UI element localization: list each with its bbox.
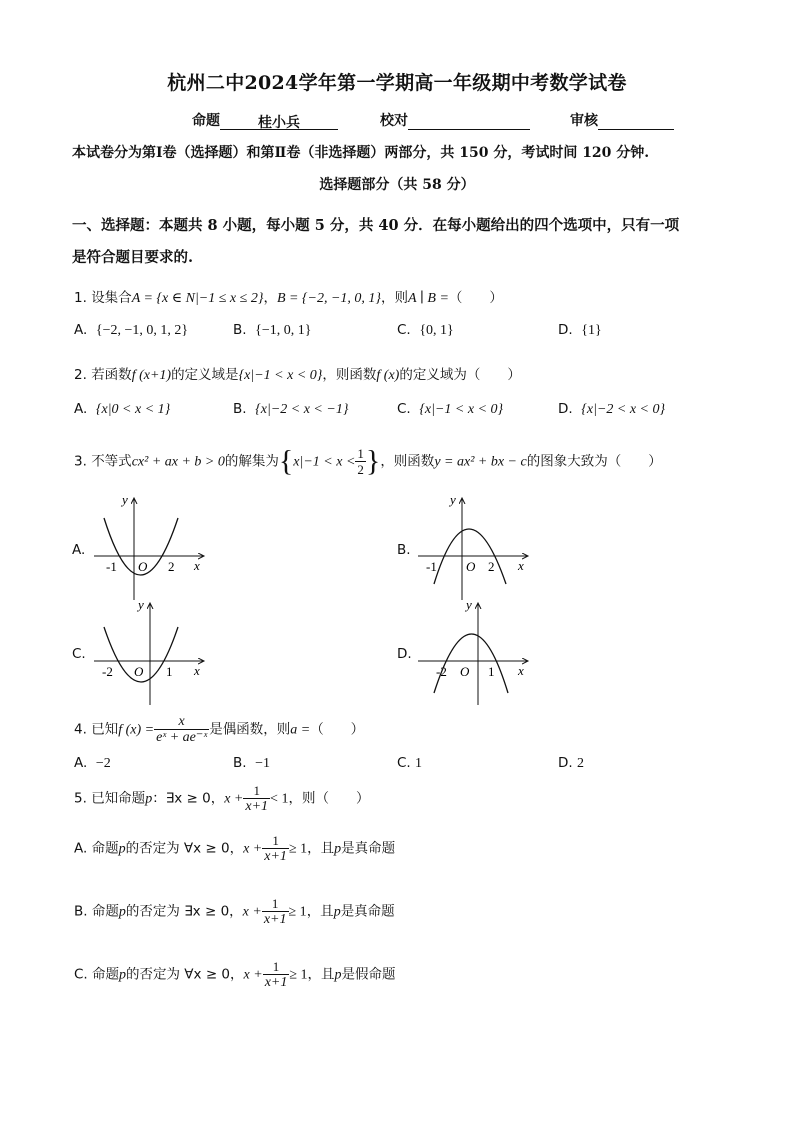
q3-graph-b[interactable] (412, 492, 542, 604)
q2-option-a[interactable]: A. {x|0 < x < 1} (74, 401, 171, 417)
x-axis-label: x (194, 558, 200, 573)
proofreader-label: 校对 (380, 113, 408, 129)
q3-graph-d[interactable] (412, 597, 542, 709)
question-3: 3. 不等式cx² + ax + b > 0的解集为{x|−1 < x < $\frac{1}{2}$ }，则函数y = ax² + bx − c的图象大致为（ ） (74, 444, 662, 478)
left-root-label: -2 (102, 664, 113, 679)
q4-option-c[interactable]: C. 1 (397, 755, 423, 771)
q1-option-b[interactable]: B. {−1, 0, 1} (233, 322, 312, 338)
q1-option-a[interactable]: A. {−2, −1, 0, 1, 2} (74, 322, 189, 338)
y-axis-label: y (466, 597, 472, 612)
section-title: 选择题部分（共 58 分） (319, 177, 475, 193)
left-root-label: -2 (436, 664, 447, 679)
proofreader-field (380, 110, 530, 130)
origin-label: O (466, 559, 476, 574)
y-axis-label: y (122, 492, 128, 507)
origin-label: O (460, 664, 470, 679)
reviewer-label: 审核 (570, 113, 598, 129)
q3-option-a-label[interactable]: A. (72, 542, 86, 558)
q3-option-d-label[interactable]: D. (397, 646, 412, 662)
q3-option-b-label[interactable]: B. (397, 542, 411, 558)
q5-option-b[interactable]: B. 命题p的否定为 ∃x ≥ 0，x + $\frac{1}{x+1}$ ≥ 1，且p是真命题 (74, 896, 395, 927)
q4-option-a[interactable]: A. −2 (74, 755, 111, 771)
q4-option-d[interactable]: D. 2 (558, 755, 584, 771)
right-root-label: 2 (168, 559, 175, 574)
x-axis-label: x (194, 663, 200, 678)
origin-label: O (134, 664, 144, 679)
right-root-label: 1 (166, 664, 173, 679)
q2-option-c[interactable]: C. {x|−1 < x < 0} (397, 401, 504, 417)
left-root-label: -1 (106, 559, 117, 574)
q3-graph-a[interactable] (88, 492, 218, 604)
question-5: 5. 已知命题p：∃x ≥ 0，x + $\frac{1}{x+1}$ < 1，则（ ） (74, 783, 370, 814)
q3-option-c-label[interactable]: C. (72, 646, 86, 662)
x-axis-label: x (518, 558, 524, 573)
x-axis-label: x (518, 663, 524, 678)
y-axis-label: y (138, 597, 144, 612)
proposer-label: 命题 (192, 113, 220, 129)
q5-option-c[interactable]: C. 命题p的否定为 ∀x ≥ 0，x + $\frac{1}{x+1}$ ≥ 1，且p是假命题 (74, 959, 396, 990)
question-1: 1. 设集合A = {x ∈ N|−1 ≤ x ≤ 2}，B = {−2, −1, 0, 1}，则A ∣ B =（ ） (74, 290, 503, 306)
y-axis-label: y (450, 492, 456, 507)
part-one-instructions: 一、选择题：本题共 8 小题，每小题 5 分，共 40 分．在每小题给出的四个选项中，只有一项 是符合题目要求的. (72, 217, 680, 266)
q2-option-b[interactable]: B. {x|−2 < x < −1} (233, 401, 349, 417)
reviewer-field (570, 110, 674, 130)
question-2: 2. 若函数f (x+1)的定义域是{x|−1 < x < 0}，则函数f (x)的定义域为（ ） (74, 367, 521, 383)
proposer-field (192, 110, 338, 130)
q4-option-b[interactable]: B. −1 (233, 755, 271, 771)
origin-label: O (138, 559, 148, 574)
question-4: 4. 已知f (x) = $\frac{x}{\text{eˣ + ae⁻ˣ}}$ 是偶函数，则a =（ ） (74, 714, 365, 745)
exam-title: 杭州二中2024学年第一学期高一年级期中考数学试卷 (167, 72, 627, 94)
proposer-name: 桂小兵 (220, 112, 338, 130)
left-root-label: -1 (426, 559, 437, 574)
exam-note: 本试卷分为第Ⅰ卷（选择题）和第Ⅱ卷（非选择题）两部分，共 150 分，考试时间 120 分钟. (72, 145, 650, 161)
right-root-label: 1 (488, 664, 495, 679)
q1-option-d[interactable]: D. {1} (558, 322, 602, 338)
q2-option-d[interactable]: D. {x|−2 < x < 0} (558, 401, 666, 417)
q1-option-c[interactable]: C. {0, 1} (397, 322, 454, 338)
q5-option-a[interactable]: A. 命题p的否定为 ∀x ≥ 0，x + $\frac{1}{x+1}$ ≥ 1，且p是真命题 (74, 833, 396, 864)
right-root-label: 2 (488, 559, 495, 574)
q3-graph-c[interactable] (88, 597, 218, 709)
